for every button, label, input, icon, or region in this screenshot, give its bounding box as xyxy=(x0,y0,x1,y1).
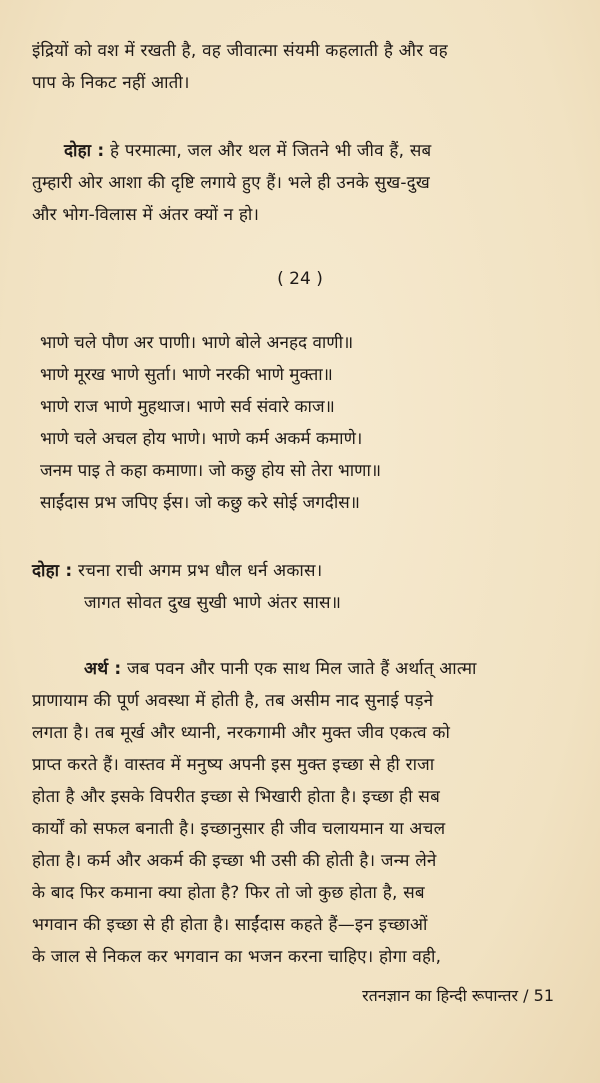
page-footer: रतनज्ञान का हिन्दी रूपान्तर / 51 xyxy=(362,986,554,1005)
doha2-label: दोहा : xyxy=(32,561,73,581)
doha2-line-2: जागत सोवत दुख सुखी भाणे अंतर सास॥ xyxy=(84,593,342,613)
verse-line-2: भाणे मूरख भाणे सुर्ता। भाणे नरकी भाणे मुक्ता॥ xyxy=(40,365,333,385)
doha2-line1-text: रचना राची अगम प्रभ धौल धर्न अकास। xyxy=(72,561,323,581)
meaning-line-5: होता है और इसके विपरीत इच्छा से भिखारी होता है। इच्छा ही सब xyxy=(32,787,440,807)
doha1-line-3: और भोग-विलास में अंतर क्यों न हो। xyxy=(32,205,260,225)
meaning-line1-text: जब पवन और पानी एक साथ मिल जाते हैं अर्थात् आत्मा xyxy=(121,659,477,679)
meaning-line-2: प्राणायाम की पूर्ण अवस्था में होती है, तब असीम नाद सुनाई पड़ने xyxy=(32,691,434,711)
intro-line-1: इंद्रियों को वश में रखती है, वह जीवात्मा संयमी कहलाती है और वह xyxy=(32,41,448,61)
verse-line-3: भाणे राज भाणे मुहथाज। भाणे सर्व संवारे काज॥ xyxy=(40,397,335,417)
doha1-label: दोहा : xyxy=(64,141,105,161)
doha1-line-1 xyxy=(64,140,431,162)
verse-line-6: साईंदास प्रभ जपिए ईस। जो कछु करे सोई जगदीस॥ xyxy=(40,493,360,513)
verse-line-5: जनम पाइ ते कहा कमाणा। जो कछु होय सो तेरा भाणा॥ xyxy=(40,461,382,481)
doha2-line-1 xyxy=(32,560,322,582)
meaning-label: अर्थ : xyxy=(84,659,122,679)
meaning-line-6: कार्यों को सफल बनाती है। इच्छानुसार ही जीव चलायमान या अचल xyxy=(32,819,446,839)
meaning-line-7: होता है। कर्म और अकर्म की इच्छा भी उसी की होती है। जन्म लेने xyxy=(32,851,437,871)
meaning-line-10: के जाल से निकल कर भगवान का भजन करना चाहिए। होगा वही, xyxy=(32,947,442,967)
doha1-line1-text: हे परमात्मा, जल और थल में जितने भी जीव हैं, सब xyxy=(104,141,432,161)
meaning-line-1 xyxy=(84,658,477,680)
meaning-line-8: के बाद फिर कमाना क्या होता है? फिर तो जो कुछ होता है, सब xyxy=(32,883,425,903)
verse-line-4: भाणे चले अचल होय भाणे। भाणे कर्म अकर्म कमाणे। xyxy=(40,429,363,449)
doha1-line-2: तुम्हारी ओर आशा की दृष्टि लगाये हुए हैं। भले ही उनके सुख-दुख xyxy=(32,173,430,193)
section-number: ( 24 ) xyxy=(277,269,323,289)
meaning-line-9: भगवान की इच्छा से ही होता है। साईंदास कहते हैं—इन इच्छाओं xyxy=(32,915,428,935)
meaning-line-3: लगता है। तब मूर्ख और ध्यानी, नरकगामी और मुक्त जीव एकत्व को xyxy=(32,723,451,743)
meaning-line-4: प्राप्त करते हैं। वास्तव में मनुष्य अपनी इस मुक्त इच्छा से ही राजा xyxy=(32,755,435,775)
intro-line-2: पाप के निकट नहीं आती। xyxy=(32,73,190,93)
verse-line-1: भाणे चले पौण अर पाणी। भाणे बोले अनहद वाणी॥ xyxy=(40,333,354,353)
